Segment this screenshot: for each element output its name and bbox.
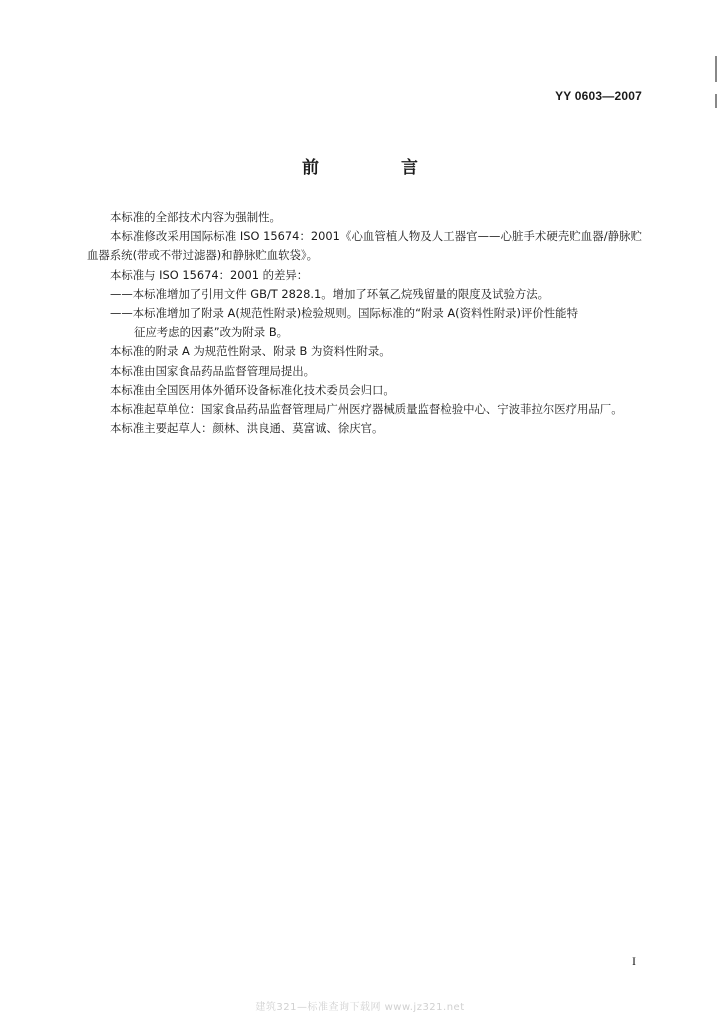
scan-edge-mark [715, 66, 717, 82]
paragraph: 本标准修改采用国际标准 ISO 15674：2001《心血管植人物及人工器官——心脏手术硬壳贮血器/静脉贮血器系统(带或不带过滤器)和静脉贮血软袋》。 [87, 229, 642, 263]
scan-edge-mark [715, 94, 717, 108]
page-title: 前 言 [302, 158, 456, 178]
paragraph: 本标准由全国医用体外循环设备标准化技术委员会归口。 [110, 382, 395, 397]
paragraph: 本标准的全部技术内容为强制性。 [110, 210, 281, 224]
paragraph: 本标准与 ISO 15674：2001 的差异： [110, 267, 309, 282]
dash-list-item: ——本标准增加了引用文件 GB/T 2828.1。增加了环氧乙烷残留量的限度及试验方法。 [110, 286, 550, 301]
page-number: I [632, 954, 636, 968]
paragraph: 本标准起草单位：国家食品药品监督管理局广州医疗器械质量监督检验中心、宁波菲拉尔医疗用品厂。 [110, 402, 623, 417]
paragraph: 本标准主要起草人：颜林、洪良通、莫富诚、徐庆官。 [110, 421, 384, 436]
dash-list-item-continuation: 征应考虑的因素”改为附录 B。 [134, 325, 289, 340]
paragraph: 本标准的附录 A 为规范性附录、附录 B 为资料性附录。 [110, 344, 391, 359]
paragraph: 本标准由国家食品药品监督管理局提出。 [110, 363, 316, 378]
dash-list-item [87, 304, 642, 342]
watermark: 建筑321—标准查询下载网 www.jz321.net [255, 1002, 465, 1013]
dash-list-item-text: ——本标准增加了附录 A(规范性附录)检验规则。国际标准的“附录 A(资料性附录)评价性能特 [110, 306, 578, 321]
document-body [87, 208, 642, 438]
page-header-standard-number: YY 0603—2007 [555, 89, 642, 103]
